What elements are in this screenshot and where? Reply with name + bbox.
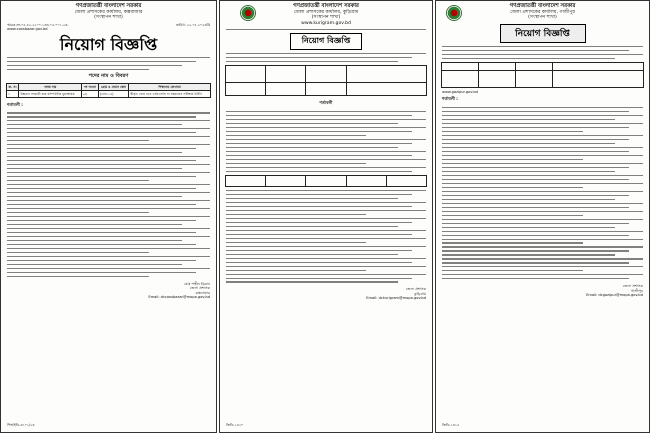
branch-name: (সংস্থাপন শাখা) [94,15,123,21]
intro-paragraph [436,46,649,59]
government-seal-icon [240,5,256,21]
column-header: গ্রেড ও বেতন স্কেল [98,83,129,90]
post-table [225,65,427,96]
conditions-heading: শর্তাবলী [319,100,333,106]
conditions-body [1,112,216,276]
notice-date: তারিখ: ২২.০৫.২০২৩খ্রি [175,22,210,27]
table-header-row [7,83,211,90]
conditions-body [220,111,432,172]
notice-footer [226,423,426,429]
post-table [441,62,644,88]
conditions-body [436,107,649,279]
intro-paragraph [1,57,216,70]
conditions-body-continued [220,190,432,283]
recruitment-notice-gazipur [435,0,650,433]
signer-email[interactable]: Email: dckurigram@mopa.gov.bd [366,296,426,301]
signer-title: জেলা প্রশাসক [622,284,643,289]
table-row [7,90,211,97]
signer-place: গাজীপুর [630,288,643,293]
post-section-title: পদের নাম ও বিবরণ [88,72,129,79]
notice-title: নিয়োগ বিজ্ঞপ্তি [500,24,586,43]
conditions-heading: শর্তাবলী : [442,96,458,102]
government-seal-icon [446,5,462,21]
signature-block [436,282,649,297]
signer-title: জেলা প্রশাসক [405,287,426,292]
table-row [226,175,427,186]
notice-footer [7,423,210,429]
table-cell: (গ্রেড-১৬) [98,90,129,97]
website-link[interactable]: www.coxsbazar.gov.bd [7,27,48,32]
conditions-heading: শর্তাবলী : [7,101,23,107]
table-row [442,62,644,70]
government-name: গণপ্রজাতন্ত্রী বাংলাদেশ সরকার [293,3,359,9]
secondary-table [225,175,427,187]
table-cell: ০৪ [81,90,98,97]
post-table [6,83,211,98]
column-header: পদের নাম [19,83,82,90]
branch-name: (সংস্থাপন শাখা) [311,15,341,21]
government-name: গণপ্রজাতন্ত্রী বাংলাদেশ সরকার [75,3,142,9]
notice-header [1,4,216,21]
gd-number: জিডি-১৪২০ [226,423,244,427]
column-header: পদ সংখ্যা [81,83,98,90]
notice-footer [442,423,643,429]
office-name: জেলা প্রশাসকের কার্যালয়, কুড়িগ্রাম [293,9,359,15]
recruitment-notice-kurigram [219,0,433,433]
pid-number: পিআইডি-৩১০১/২৩ [7,423,35,427]
office-name: জেলা প্রশাসকের কার্যালয়, গাজীপুর [510,9,575,15]
table-row [226,66,427,83]
office-name: জেলা প্রশাসকের কার্যালয়, কক্সবাজার [74,9,143,15]
signer-email[interactable]: Email: dcgazipur@mopa.gov.bd [586,293,643,298]
notice-title: নিয়োগ বিজ্ঞপ্তি [290,33,362,50]
signer-name: মোঃ শাহীন ইমরান [184,281,210,286]
column-header: শিক্ষাগত যোগ্যতা [129,83,211,90]
signer-title: জেলা প্রশাসক [189,286,210,291]
government-name: গণপ্রজাতন্ত্রী বাংলাদেশ সরকার [509,3,576,9]
reference-lines [220,29,432,30]
signature-block [1,280,216,300]
table-cell: উচ্চমান সহকারী কাম কম্পিউটার মুদ্রাক্ষরিক [19,90,82,97]
signer-place: কক্সবাজার [195,290,210,295]
website-link[interactable]: www.gazipur.gov.bd [442,89,478,94]
table-row [442,70,644,87]
signature-block [220,285,432,300]
table-row [226,83,427,96]
notice-title: নিয়োগ বিজ্ঞপ্তি [59,34,158,54]
website-link[interactable]: www.kurigram.gov.bd [301,20,351,26]
table-cell: স্বীকৃত বোর্ড হতে এইচএসসি বা সমমানের পরীক্ষায় উত্তীর্ণ [129,90,211,97]
recruitment-notice-coxsbazar [0,0,217,433]
signer-email[interactable]: Email: dccoxsbazar@mopa.gov.bd [148,294,210,299]
intro-paragraph [220,53,432,62]
signer-place: কুড়িগ্রাম [414,291,426,296]
memo-number: স্মারক নং-০৫.৪২.২২০০.১৩৩.০৫.০০১.২৩- [7,22,69,27]
column-header: ক্র. নং [7,83,19,90]
branch-name: (সংস্থাপন শাখা) [528,15,557,21]
gd-number: জিডি-১৪১৫ [442,423,460,427]
table-cell: ১ [7,90,19,97]
notice-header [436,4,649,21]
